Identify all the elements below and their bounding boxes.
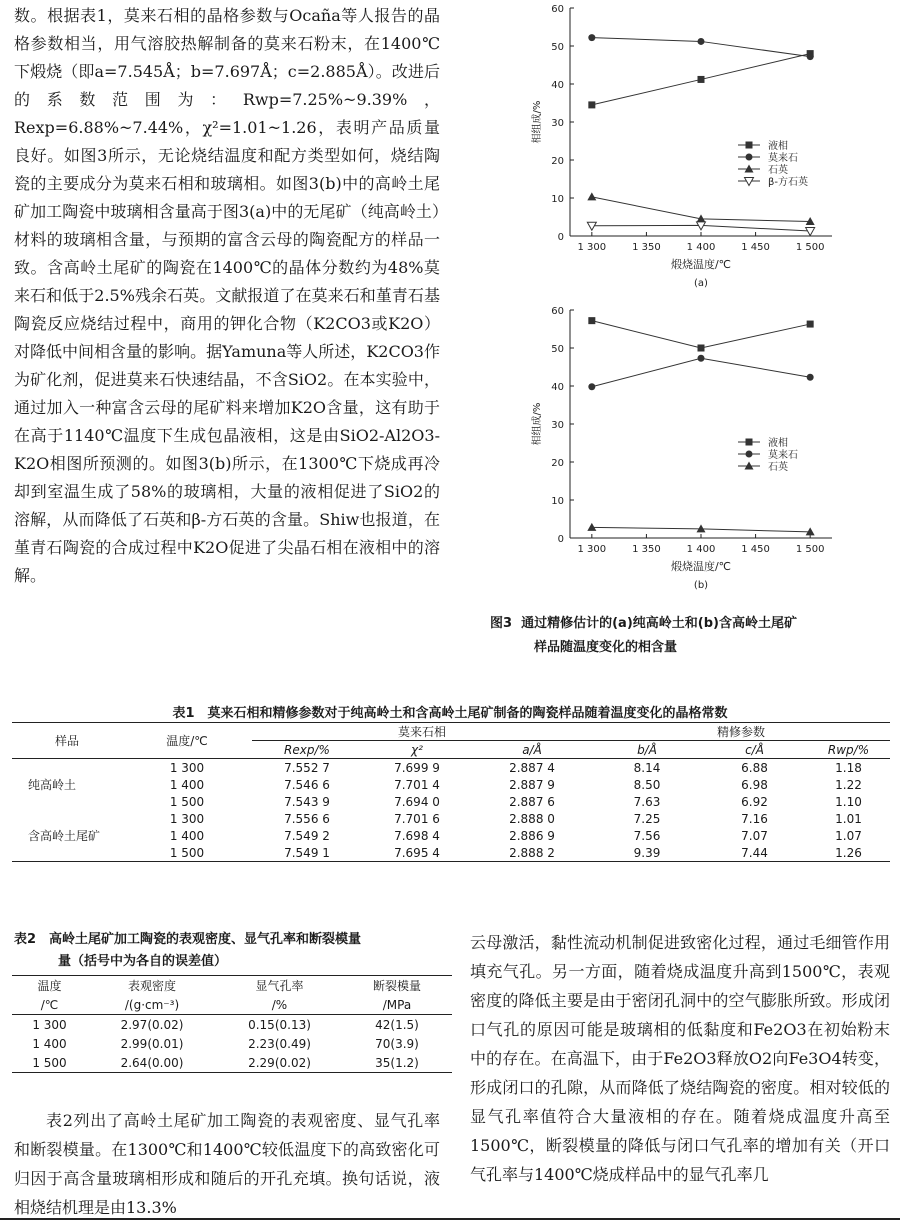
y-axis-label: 相组成/%	[532, 402, 543, 446]
legend-marker	[746, 154, 753, 161]
data-point	[588, 34, 595, 41]
legend-entry: 石英	[768, 462, 788, 473]
legend-marker	[746, 451, 753, 458]
panel-label: (b)	[693, 580, 709, 591]
x-tick-label: 1 400	[686, 544, 716, 555]
data-point	[588, 101, 595, 108]
table-cell	[12, 844, 122, 862]
series-line	[592, 321, 810, 348]
table-cell: 9.39	[592, 844, 702, 862]
table-cell: 7.699 9	[362, 759, 472, 777]
table-cell: 1 300	[169, 811, 205, 826]
table-1-header-mullite: 莫来石相	[252, 723, 592, 741]
table-1-header-temp: 温度/℃	[122, 723, 252, 759]
table-cell: 7.56	[633, 828, 661, 843]
data-point	[587, 523, 596, 531]
figure-3-caption-line2: 样品随温度变化的相含量	[534, 640, 678, 655]
table-cell: 2.888 0	[509, 811, 555, 826]
bottom-left-paragraph	[14, 1106, 440, 1222]
table-1-subheader-c: c/Å	[745, 742, 764, 757]
series-line	[592, 358, 810, 387]
y-tick-label: 20	[551, 458, 564, 469]
table-2-header-density: 表观密度	[127, 979, 176, 993]
bottom-right-paragraph	[470, 928, 890, 1189]
data-point	[587, 222, 596, 230]
table-1-subheader-rexp: Rexp/%	[284, 742, 330, 757]
table-cell: 1 500	[122, 844, 252, 862]
x-axis-label: 煅烧温度/℃	[670, 560, 732, 573]
table-cell: 含高岭土尾矿	[28, 829, 101, 843]
table-row	[12, 793, 890, 810]
table-2-unit-porosity: /%	[271, 997, 288, 1012]
table-cell: 2.887 4	[472, 759, 592, 777]
y-tick-label: 50	[551, 42, 564, 53]
table-row	[12, 844, 890, 862]
table-1-title: 表1 莫来石相和精修参数对于纯高岭土和含高岭土尾矿制备的陶瓷样品随着温度变化的晶格常数	[172, 706, 728, 721]
table-1-subheader-b: b/Å	[637, 742, 657, 757]
table-2-title	[14, 929, 454, 973]
figure-3-caption	[490, 612, 890, 660]
table-2	[12, 975, 452, 1073]
y-tick-label: 60	[551, 4, 564, 15]
table-2-unit-density: /(g·cm⁻³)	[124, 997, 180, 1012]
table-cell: 7.07	[741, 828, 768, 843]
table-cell: 纯高岭土	[28, 778, 77, 792]
table-row	[12, 776, 890, 793]
y-tick-label: 30	[551, 420, 564, 431]
y-axis-label: 相组成/%	[532, 100, 543, 144]
table-1-subheader-rwp: Rwp/%	[827, 742, 870, 757]
table-cell: 6.88	[702, 759, 807, 777]
y-tick-label: 40	[551, 80, 564, 91]
table-cell: 7.63	[633, 794, 661, 809]
table-cell: 1 400	[32, 1036, 67, 1051]
x-tick-label: 1 300	[577, 544, 607, 555]
data-point	[588, 383, 595, 390]
bottom-right-paragraph-text: 云母激活，黏性流动机制促进致密化过程，通过毛细管作用填充气孔。另一方面，随着烧成温度升高到1500℃，表观密度的降低主要是由于密闭孔洞中的空气膨胀所致。形成闭口气孔的原因可能是玻璃相的低黏度和Fe2O3在初始粉末中的存在。在高温下，由于Fe2O3释放O2向Fe3O4转变，形成闭口的孔隙，从而降低了烧结陶瓷的密度。相对较低的显气孔率值符合大量液相的存在。随着烧成温度升高至1500℃，断裂模量的降低与闭口气孔率的增加有关（开口气孔率与1400℃烧成样品中的显气孔率几	[470, 933, 890, 1184]
legend-marker	[746, 142, 753, 149]
data-point	[698, 355, 705, 362]
table-cell: 6.92	[741, 794, 768, 809]
table-cell: 2.888 2	[472, 844, 592, 862]
table-row	[12, 827, 890, 844]
table-1-subheader-a: a/Å	[522, 742, 542, 757]
table-cell: 2.887 6	[509, 794, 555, 809]
table-cell	[12, 793, 122, 810]
panel-label: (a)	[694, 278, 708, 289]
table-2-unit-temp: /℃	[40, 997, 59, 1012]
x-tick-label: 1 500	[795, 242, 825, 253]
table-2-title-line1: 表2 高岭土尾矿加工陶瓷的表观密度、显气孔率和断裂模量	[14, 932, 362, 947]
table-cell: 8.14	[592, 759, 702, 777]
table-2-unit-modulus: /MPa	[382, 997, 412, 1012]
y-tick-label: 10	[551, 496, 564, 507]
left-paragraph-text: 数。根据表1，莫来石相的晶格参数与Ocaña等人报告的晶格参数相当，用气溶胶热解制备的莫来石粉末，在1400℃下煅烧（即a=7.545Å；b=7.697Å；c=2.885Å）。改进后的系数范围为：Rwp=7.25%~9.39%，Rexp=6.88%~7.44%，χ²=1.01~1.26，表明产品质量良好。如图3所示，无论烧结温度和配方类型如何，烧结陶瓷的主要成分为莫来石相和玻璃相。如图3(b)中的高岭土尾矿加工陶瓷中玻璃相含量高于图3(a)中的无尾矿（纯高岭土）材料的玻璃相含量，与预期的富含云母的陶瓷配方的样品一致。含高岭土尾矿的陶瓷在1400℃的晶体分数约为48%莫来石和低于2.5%残余石英。文献报道了在莫来石和堇青石基陶瓷反应烧结过程中，商用的钾化合物（K2CO3或K2O）对降低中间相含量的影响。据Yamuna等人所述，K2CO3作为矿化剂，促进莫来石快速结晶，不含SiO2。在本实验中，通过加入一种富含云母的尾矿料来增加K2O含量，这有助于在高于1140℃温度下生成包晶液相，这是由SiO2-Al2O3-K2O相图所预测的。如图3(b)所示，在1300℃下烧成再冷却到室温生成了58%的玻璃相，大量的液相促进了SiO2的溶解，从而降低了石英和β-方石英的含量。Shiw也报道，在堇青石陶瓷的合成过程中K2O促进了尖晶石相在液相中的溶解。	[14, 6, 440, 585]
table-cell: 2.29(0.02)	[248, 1055, 311, 1070]
table-cell: 7.543 9	[284, 794, 330, 809]
legend-entry: 液相	[768, 141, 788, 152]
table-2-header-temp: 温度	[37, 979, 62, 993]
y-tick-label: 20	[551, 156, 564, 167]
table-cell: 2.886 9	[509, 828, 555, 843]
y-tick-label: 0	[557, 232, 564, 243]
table-1	[12, 722, 890, 862]
table-row	[12, 1034, 452, 1053]
table-cell: 7.701 4	[394, 777, 440, 792]
x-tick-label: 1 450	[741, 242, 770, 253]
y-tick-label: 0	[557, 534, 564, 545]
x-tick-label: 1 350	[632, 544, 661, 555]
y-tick-label: 50	[551, 344, 564, 355]
table-cell: 7.694 0	[394, 794, 440, 809]
table-cell: 1 400	[169, 777, 205, 792]
table-cell: 1 500	[169, 794, 205, 809]
table-cell: 7.698 4	[394, 828, 440, 843]
table-cell: 1.10	[835, 794, 862, 809]
figure-3b-chart	[470, 300, 890, 600]
table-cell: 1 500	[32, 1055, 67, 1070]
legend-entry: 液相	[768, 438, 788, 449]
data-point	[806, 228, 815, 236]
data-point	[698, 345, 705, 352]
left-body-paragraph	[14, 2, 440, 590]
table-cell: 2.64(0.00)	[120, 1055, 184, 1070]
table-cell: 2.99(0.01)	[120, 1036, 184, 1051]
table-cell: 7.552 7	[252, 759, 362, 777]
table-cell: 1.22	[835, 777, 862, 792]
figure-3a-chart	[470, 0, 890, 295]
x-tick-label: 1 400	[686, 242, 716, 253]
table-row	[12, 1053, 452, 1073]
table-cell: 1 300	[122, 759, 252, 777]
x-tick-label: 1 350	[632, 242, 661, 253]
legend-marker	[746, 439, 753, 446]
table-row	[12, 810, 890, 827]
table-cell: 7.16	[741, 811, 768, 826]
y-tick-label: 10	[551, 194, 564, 205]
x-tick-label: 1 500	[795, 544, 825, 555]
data-point	[807, 53, 814, 60]
data-point	[807, 321, 814, 328]
figure-3-caption-line1: 通过精修估计的(a)纯高岭土和(b)含高岭土尾矿	[521, 616, 797, 631]
table-2-title-line2: 量（括号中为各自的误差值）	[58, 954, 228, 969]
table-cell: 8.50	[633, 777, 661, 792]
table-cell	[12, 759, 122, 777]
legend-entry: 莫来石	[768, 153, 798, 164]
table-cell: 6.98	[741, 777, 768, 792]
table-2-header-modulus: 断裂模量	[372, 979, 421, 993]
table-cell: 7.701 6	[394, 811, 440, 826]
table-cell: 7.25	[633, 811, 661, 826]
table-row	[12, 759, 890, 777]
y-tick-label: 30	[551, 118, 564, 129]
legend-entry: β-方石英	[768, 177, 808, 188]
table-cell: 2.887 9	[509, 777, 555, 792]
table-cell: 0.15(0.13)	[248, 1017, 311, 1032]
table-row	[12, 1015, 452, 1035]
table-cell: 7.556 6	[284, 811, 330, 826]
table-cell: 1.26	[807, 844, 890, 862]
data-point	[698, 76, 705, 83]
table-cell: 1 300	[32, 1017, 67, 1032]
figure-3-label: 图3	[490, 616, 513, 631]
data-point	[588, 317, 595, 324]
table-cell: 1 400	[169, 828, 205, 843]
table-1-header-sample: 样品	[12, 723, 122, 759]
table-cell: 35(1.2)	[375, 1055, 419, 1070]
table-1-header-refine: 精修参数	[592, 723, 890, 741]
table-cell: 2.23(0.49)	[248, 1036, 311, 1051]
y-tick-label: 40	[551, 382, 564, 393]
page-bottom-rule	[0, 1218, 900, 1220]
bottom-left-paragraph-text: 表2列出了高岭土尾矿加工陶瓷的表观密度、显气孔率和断裂模量。在1300℃和1400℃较低温度下的高致密化可归因于高含量玻璃相形成和随后的开孔充填。换句话说，液相烧结机理是由13.3%	[14, 1111, 440, 1217]
data-point	[587, 192, 596, 200]
table-cell: 7.695 4	[362, 844, 472, 862]
legend-entry: 莫来石	[768, 450, 798, 461]
table-cell: 1.01	[835, 811, 862, 826]
table-cell: 7.549 1	[252, 844, 362, 862]
table-cell: 1.07	[835, 828, 862, 843]
data-point	[698, 38, 705, 45]
data-point	[807, 374, 814, 381]
table-cell: 70(3.9)	[375, 1036, 419, 1051]
table-cell: 7.546 6	[284, 777, 330, 792]
legend-entry: 石英	[768, 165, 788, 176]
table-cell	[12, 810, 122, 827]
table-cell: 7.549 2	[284, 828, 330, 843]
table-cell: 42(1.5)	[375, 1017, 419, 1032]
table-cell: 1.18	[807, 759, 890, 777]
x-tick-label: 1 450	[741, 544, 770, 555]
table-cell: 2.97(0.02)	[120, 1017, 184, 1032]
table-2-header-porosity: 显气孔率	[255, 979, 304, 993]
table-cell: 7.44	[702, 844, 807, 862]
x-axis-label: 煅烧温度/℃	[670, 258, 732, 271]
table-1-subheader-chi2: χ²	[411, 742, 423, 757]
x-tick-label: 1 300	[577, 242, 607, 253]
y-tick-label: 60	[551, 306, 564, 317]
